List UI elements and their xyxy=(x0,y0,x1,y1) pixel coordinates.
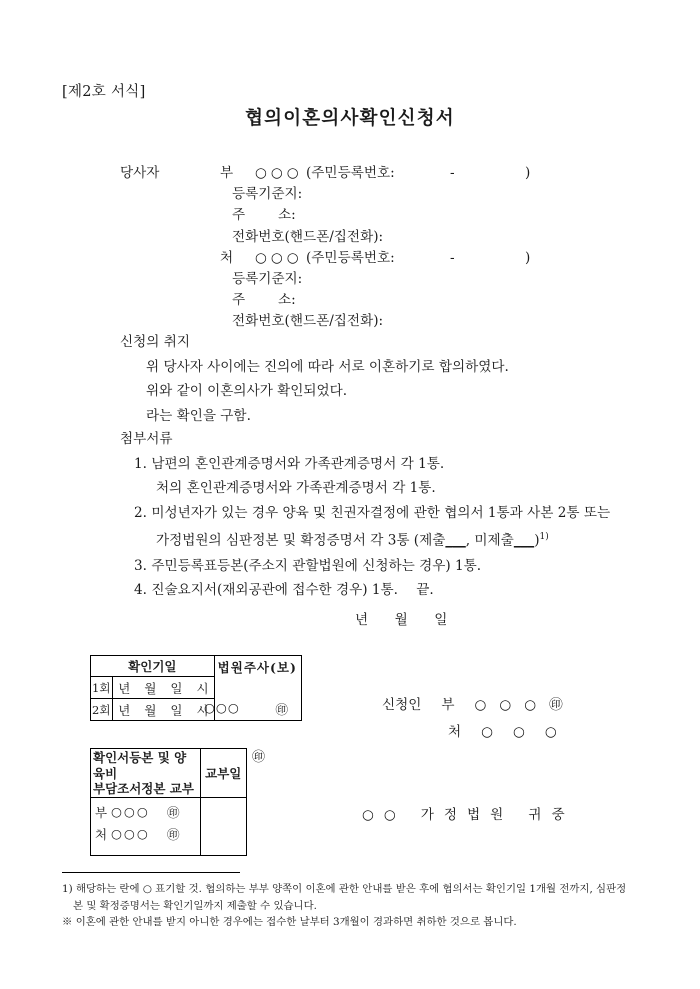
court-circle-1: ○ xyxy=(362,807,375,823)
court-honorific-2: 중 xyxy=(551,807,566,823)
delivery-header-left xyxy=(91,749,201,798)
attachment-2-continuation xyxy=(156,525,610,553)
wife-rrn-close: ) xyxy=(525,249,531,266)
attachment-2-footnote-marker: 1) xyxy=(539,532,549,543)
wife-address-label-2: 소: xyxy=(278,292,296,309)
court-circle-2: ○ xyxy=(383,807,397,823)
wife-name-placeholder: ○○○ xyxy=(255,249,303,266)
footnote-2 xyxy=(62,915,642,931)
applicant-label: 신청인 xyxy=(382,697,422,713)
attachment-4-end-mark: 끝. xyxy=(416,582,434,599)
staff-title: 법원주사(보) xyxy=(217,660,297,675)
footnote-1 xyxy=(62,882,642,898)
date-day-label: 일 xyxy=(434,612,448,628)
wife-rrn-dash: - xyxy=(450,249,455,266)
applicant-husband-row xyxy=(382,692,577,719)
table-row xyxy=(91,749,247,798)
attachments-heading: 첨부서류 xyxy=(120,431,173,447)
husband-rrn-close: ) xyxy=(525,165,531,181)
delivery-date-cell xyxy=(200,797,246,855)
delivery-signature-cell xyxy=(91,797,201,855)
confirmation-row-1-date: 년 월 일 시 xyxy=(113,677,215,699)
delivery-header-right: 교부일 xyxy=(200,749,246,798)
wife-role-label: 처 xyxy=(220,249,234,266)
applicant-wife-circle-3: ○ xyxy=(544,724,557,740)
applicant-wife-role: 처 xyxy=(448,724,462,740)
staff-seal-icon: ㊞ xyxy=(275,702,288,717)
applicant-wife-row xyxy=(448,719,577,746)
attachment-1-number: 1. xyxy=(134,455,147,472)
attachment-2-text: 미성년자가 있는 경우 양육 및 친권자결정에 관한 협의서 1통과 사본 2통 또는 xyxy=(151,504,611,521)
footnote-separator xyxy=(62,872,240,873)
court-name-4: 원 xyxy=(490,807,505,823)
attachment-2-blank-not-submitted: ___ xyxy=(513,532,535,549)
attachment-3-number: 3. xyxy=(134,557,147,574)
court-honorific-1: 귀 xyxy=(528,807,543,823)
purpose-section xyxy=(120,330,509,428)
applicant-husband-circle-3: ○ xyxy=(524,697,537,713)
form-number: [제2호 서식] xyxy=(62,84,146,100)
date-line xyxy=(355,608,474,628)
wife-address-label-1: 주 xyxy=(232,292,246,309)
attachment-1-continuation: 처의 혼인관계증명서와 가족관계증명서 각 1통. xyxy=(156,480,436,497)
delivery-header-left-line2: 부담조서정본 교부 xyxy=(93,781,194,796)
table-row xyxy=(91,797,247,855)
attachment-2-blank-submitted: ___ xyxy=(445,532,466,549)
attachment-3-text: 주민등록표등본(주소지 관할법원에 신청하는 경우) 1통. xyxy=(151,557,482,574)
purpose-line-1: 위 당사자 사이에는 진의에 따라 서로 이혼하기로 합의하였다. xyxy=(146,358,509,375)
confirmation-row-2-count: 2회 xyxy=(91,699,113,721)
applicant-wife-circle-1: ○ xyxy=(481,724,494,740)
applicant-husband-seal-icon: ㊞ xyxy=(549,697,563,713)
court-name-1: 가 xyxy=(420,807,435,823)
purpose-heading: 신청의 취지 xyxy=(120,334,190,350)
purpose-line-2: 위와 같이 이혼의사가 확인되었다. xyxy=(146,383,348,400)
husband-rrn-label: (주민등록번호: xyxy=(306,165,395,181)
attachment-item-2 xyxy=(134,501,610,526)
attachments-section xyxy=(120,427,610,603)
attachment-4-text: 진술요지서(재외공관에 접수한 경우) 1통. xyxy=(151,582,398,599)
wife-rrn-label: (주민등록번호: xyxy=(306,249,395,266)
footnote-2-marker: ※ xyxy=(62,916,73,929)
footnote-1-marker: 1) xyxy=(62,883,73,895)
delivery-row-husband xyxy=(95,803,200,821)
court-name-2: 정 xyxy=(443,807,459,823)
attachment-2-number: 2. xyxy=(134,504,147,521)
applicant-husband-role: 부 xyxy=(441,697,455,713)
attachment-item-4 xyxy=(134,578,610,603)
confirmation-staff-signature xyxy=(204,700,288,718)
delivery-row-wife xyxy=(95,825,200,843)
delivery-husband-name: ○○○ xyxy=(111,804,150,819)
footnote-1-line-2: 본 및 확정증명서는 확인기일까지 제출할 수 있습니다. xyxy=(73,899,317,912)
delivery-outside-seal-icon: ㊞ xyxy=(252,750,266,765)
husband-role-label: 부 xyxy=(220,165,234,181)
delivery-husband-seal-icon: ㊞ xyxy=(167,804,180,820)
applicant-husband-circle-1: ○ xyxy=(474,697,487,713)
delivery-wife-role: 처 xyxy=(95,826,108,842)
husband-phone-label: 전화번호(핸드폰/집전화): xyxy=(232,228,384,245)
attachment-item-1 xyxy=(134,452,610,477)
footnotes-section xyxy=(62,882,642,932)
purpose-line-3: 라는 확인을 구함. xyxy=(146,407,251,424)
date-month-label: 월 xyxy=(394,612,409,628)
wife-phone-label: 전화번호(핸드폰/집전화): xyxy=(232,313,384,330)
husband-address-label-2: 소: xyxy=(278,207,296,224)
footnote-1-line-1: 해당하는 란에 ○ 표기할 것. 협의하는 부부 양쪽이 이혼에 관한 안내를 받은 후에 협의서는 확인기일 1개월 전까지, 심판정 xyxy=(75,883,627,895)
husband-address-label-1: 주 xyxy=(232,207,246,224)
staff-name: ○○○ xyxy=(204,700,240,715)
delivery-header-left-line1: 확인서등본 및 양육비 xyxy=(93,750,187,781)
page-title: 협의이혼의사확인신청서 xyxy=(245,108,455,129)
attachment-2-continuation-post: ) xyxy=(534,532,540,549)
delivery-wife-seal-icon: ㊞ xyxy=(167,826,180,842)
date-year-label: 년 xyxy=(355,612,369,628)
attachment-2-continuation-pre: 가정법원의 심판정본 및 확정증명서 각 3통 (제출 xyxy=(156,532,446,549)
court-line xyxy=(362,803,575,823)
applicant-wife-circle-2: ○ xyxy=(513,724,525,740)
parties-label: 당사자 xyxy=(120,165,160,181)
delivery-table xyxy=(90,748,247,856)
wife-registry-label: 등록기준지: xyxy=(232,270,303,287)
applicant-husband-circle-2: ○ xyxy=(499,697,512,713)
confirmation-row-1-count: 1회 xyxy=(91,677,113,699)
confirmation-header-date: 확인기일 xyxy=(91,656,215,677)
husband-rrn-dash: - xyxy=(450,165,455,181)
attachment-2-continuation-mid: , 미제출 xyxy=(465,532,514,549)
table-row xyxy=(91,656,302,677)
applicant-signature-block xyxy=(382,692,577,746)
court-name-3: 법 xyxy=(467,807,482,823)
attachment-item-3 xyxy=(134,554,610,579)
attachment-1-text: 남편의 혼인관계증명서와 가족관계증명서 각 1통. xyxy=(151,455,445,472)
confirmation-row-2-date: 년 월 일 시 xyxy=(113,699,215,721)
delivery-wife-name: ○○○ xyxy=(111,826,150,841)
footnote-2-line-1: 이혼에 관한 안내를 받지 아니한 경우에는 접수한 날부터 3개월이 경과하면 취하한 것으로 봅니다. xyxy=(75,916,517,929)
husband-registry-label: 등록기준지: xyxy=(232,186,303,203)
attachment-4-number: 4. xyxy=(134,582,147,599)
delivery-husband-role: 부 xyxy=(95,804,108,820)
husband-name-placeholder: ○○○ xyxy=(255,165,303,181)
